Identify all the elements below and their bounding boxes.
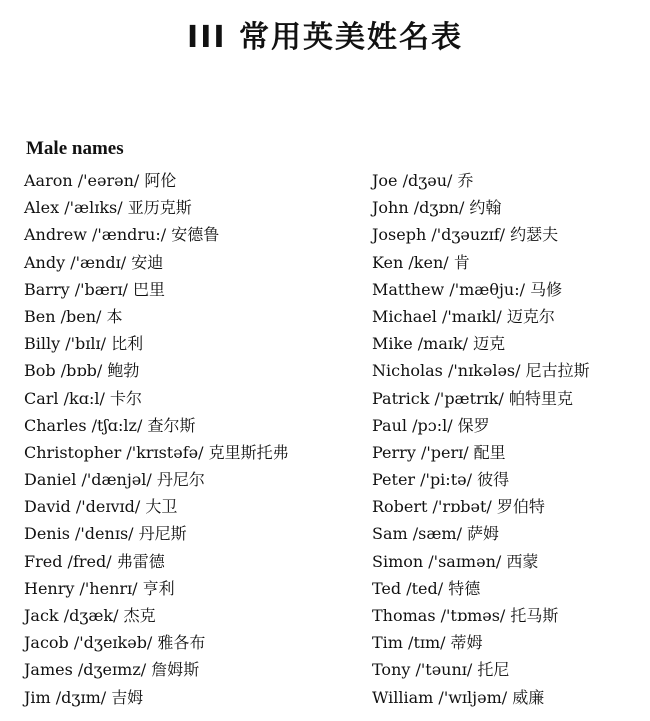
name-entry: Sam /sæm/ 萨姆 <box>372 524 500 544</box>
name-entry: Peter /'pi:tə/ 彼得 <box>372 470 510 490</box>
name-entry: Paul /pɔ:l/ 保罗 <box>372 415 490 435</box>
name-entry: Perry /'perɪ/ 配里 <box>372 442 506 462</box>
name-entry: Simon /'saɪmən/ 西蒙 <box>372 551 539 571</box>
name-entry: Ben /ben/ 本 <box>24 306 123 326</box>
section-heading: Male names <box>26 138 124 159</box>
name-entry: Tim /tɪm/ 蒂姆 <box>372 633 483 653</box>
page-title: III 常用英美姓名表 <box>187 20 463 55</box>
name-entry: Tony /'təunɪ/ 托尼 <box>372 660 510 680</box>
name-entry: Michael /'maɪkl/ 迈克尔 <box>372 306 555 326</box>
name-entry: Barry /'bærɪ/ 巴里 <box>24 279 166 299</box>
name-entry: Patrick /'pætrɪk/ 帕特里克 <box>372 388 573 408</box>
name-entry: John /dʒɒn/ 约翰 <box>372 198 502 218</box>
name-entry: Mike /maɪk/ 迈克 <box>372 334 506 354</box>
name-entry: William /'wɪljəm/ 威廉 <box>372 687 545 707</box>
name-entry: Alex /'ælɪks/ 亚历克斯 <box>24 198 192 218</box>
name-entry: Aaron /'eərən/ 阿伦 <box>24 171 177 190</box>
name-entry: Joe /dʒəu/ 乔 <box>372 171 474 190</box>
name-entry: Robert /'rɒbət/ 罗伯特 <box>372 497 545 517</box>
name-entry: Fred /fred/ 弗雷德 <box>24 551 165 571</box>
name-entry: Christopher /'krɪstəfə/ 克里斯托弗 <box>24 442 289 462</box>
name-entry: Andrew /'ændru:/ 安德鲁 <box>24 225 220 245</box>
name-entry: Jacob /'dʒeɪkəb/ 雅各布 <box>24 633 206 653</box>
name-entry: Andy /'ændɪ/ 安迪 <box>24 252 164 272</box>
name-entry: Ted /ted/ 特德 <box>372 578 481 598</box>
name-entry: Ken /ken/ 肯 <box>372 252 470 272</box>
name-entry: Carl /kɑ:l/ 卡尔 <box>24 388 142 408</box>
names-right-column <box>372 167 642 711</box>
name-entry: Daniel /'dænjəl/ 丹尼尔 <box>24 470 205 490</box>
name-entry: Thomas /'tɒməs/ 托马斯 <box>372 606 559 625</box>
name-entry: Bob /bɒb/ 鲍勃 <box>24 361 140 381</box>
names-left-column <box>24 167 354 711</box>
name-entry: Matthew /'mæθju:/ 马修 <box>372 279 563 299</box>
name-entry: David /'deɪvɪd/ 大卫 <box>24 497 178 517</box>
name-entry: James /dʒeɪmz/ 詹姆斯 <box>24 660 200 680</box>
name-entry: Jack /dʒæk/ 杰克 <box>24 606 156 625</box>
name-entry: Jim /dʒɪm/ 吉姆 <box>24 687 144 707</box>
name-entry: Charles /tʃɑ:lz/ 查尔斯 <box>24 415 196 435</box>
name-entry: Nicholas /'nɪkələs/ 尼古拉斯 <box>372 361 590 381</box>
name-entry: Denis /'denɪs/ 丹尼斯 <box>24 524 187 544</box>
name-entry: Henry /'henrɪ/ 亨利 <box>24 578 175 598</box>
name-entry: Billy /'bɪlɪ/ 比利 <box>24 334 144 354</box>
name-entry: Joseph /'dʒəuzɪf/ 约瑟夫 <box>372 225 559 245</box>
